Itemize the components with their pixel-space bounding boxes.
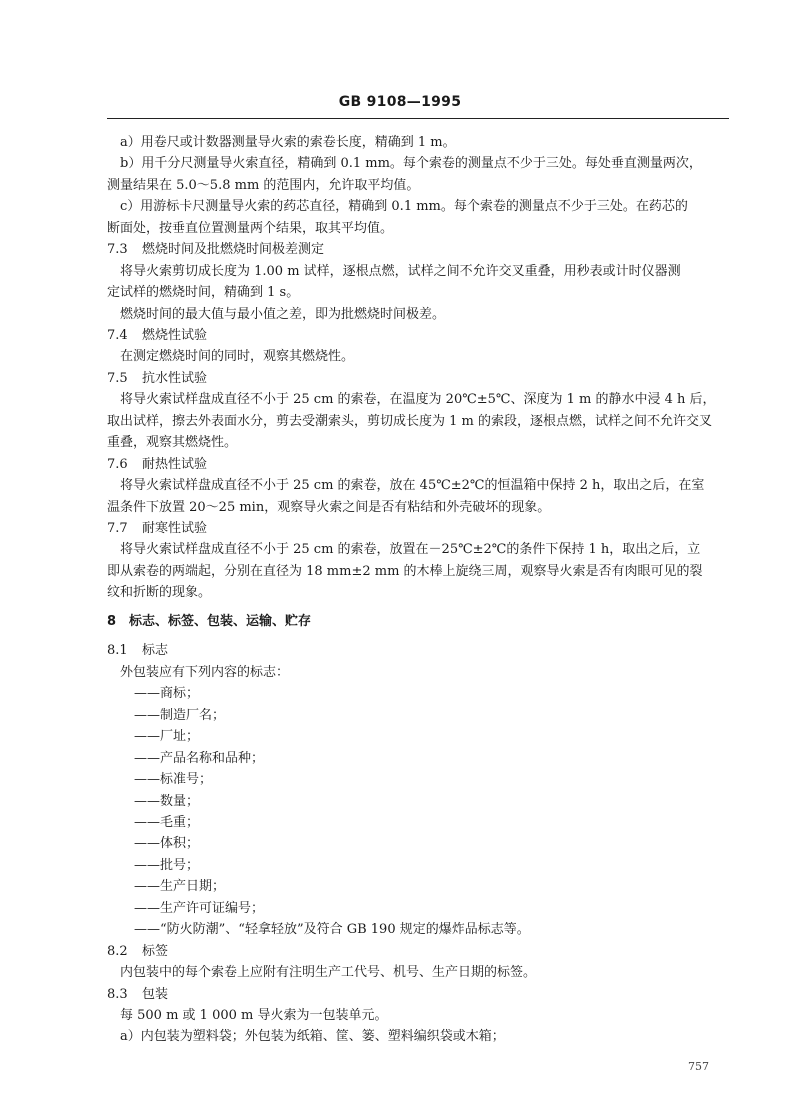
- paragraph-line: 定试样的燃烧时间，精确到 1 s。: [107, 285, 300, 300]
- section-heading-7-6: [107, 455, 207, 475]
- list-item: ——生产许可证编号；: [134, 901, 265, 916]
- list-item: ——数量；: [134, 794, 200, 809]
- section-number: 7.3: [107, 242, 128, 257]
- section-heading-8-2: [107, 942, 168, 962]
- list-item: ——毛重；: [134, 815, 200, 830]
- paragraph-line: 取出试样，擦去外表面水分，剪去受潮索头，剪切成长度为 1 m 的索段，逐根点燃，试样之间不允许交叉: [107, 414, 712, 429]
- paragraph-line: 外包装应有下列内容的标志：: [120, 665, 290, 680]
- paragraph-line: 将导火索试样盘成直径不小于 25 cm 的索卷，放在 45℃±2℃的恒温箱中保持 2 h，取出之后，在室: [120, 478, 705, 493]
- section-title: 燃烧性试验: [142, 328, 208, 343]
- list-item: ——生产日期；: [134, 879, 226, 894]
- section-heading-8: [107, 612, 311, 632]
- section-number: 7.4: [107, 328, 128, 343]
- section-title: 标签: [142, 944, 169, 959]
- section-number: 8: [107, 614, 117, 629]
- paragraph-line: 温条件下放置 20～25 min，观察导火索之间是否有粘结和外壳破坏的现象。: [107, 500, 551, 515]
- paragraph-line: 即从索卷的两端起，分别在直径为 18 mm±2 mm 的木棒上旋绕三周，观察导火索是否有肉眼可见的裂: [107, 564, 703, 579]
- section-title: 包装: [142, 987, 169, 1002]
- section-number: 7.5: [107, 371, 128, 386]
- paragraph-line: 将导火索试样盘成直径不小于 25 cm 的索卷，在温度为 20℃±5℃、深度为 1 m 的静水中浸 4 h 后，: [120, 392, 716, 407]
- section-title: 抗水性试验: [142, 371, 208, 386]
- paragraph-line: c）用游标卡尺测量导火索的药芯直径，精确到 0.1 mm。每个索卷的测量点不少于三处。在药芯的: [120, 199, 688, 214]
- list-item: ——体积；: [134, 836, 200, 851]
- paragraph-line: 测量结果在 5.0～5.8 mm 的范围内，允许取平均值。: [107, 178, 420, 193]
- paragraph-line: b）用千分尺测量导火索直径，精确到 0.1 mm。每个索卷的测量点不少于三处。每处垂直测量两次，: [120, 156, 702, 171]
- section-heading-7-3: [107, 240, 324, 260]
- header-rule: [107, 118, 729, 119]
- paragraph-line: a）内包装为塑料袋；外包装为纸箱、筐、篓、塑料编织袋或木箱；: [120, 1029, 505, 1044]
- paragraph-line: 纹和折断的现象。: [107, 585, 212, 600]
- section-heading-7-4: [107, 326, 207, 346]
- list-item: ——制造厂名；: [134, 708, 226, 723]
- section-number: 7.6: [107, 457, 128, 472]
- section-heading-8-1: [107, 641, 168, 661]
- paragraph-line: 断面处，按垂直位置测量两个结果，取其平均值。: [107, 221, 394, 236]
- section-number: 8.1: [107, 643, 128, 658]
- section-heading-7-5: [107, 369, 207, 389]
- section-number: 8.3: [107, 987, 128, 1002]
- section-heading-8-3: [107, 985, 168, 1005]
- section-heading-7-7: [107, 519, 207, 539]
- section-number: 8.2: [107, 944, 128, 959]
- paragraph-line: 内包装中的每个索卷上应附有注明生产工代号、机号、生产日期的标签。: [120, 965, 537, 980]
- paragraph-line: 每 500 m 或 1 000 m 导火索为一包装单元。: [120, 1008, 388, 1023]
- section-title: 耐热性试验: [142, 457, 208, 472]
- paragraph-line: 燃烧时间的最大值与最小值之差，即为批燃烧时间极差。: [120, 307, 446, 322]
- section-title: 标志、标签、包装、运输、贮存: [129, 614, 312, 629]
- list-item: ——厂址；: [134, 729, 200, 744]
- paragraph-line: a）用卷尺或计数器测量导火索的索卷长度，精确到 1 m。: [120, 135, 456, 150]
- section-number: 7.7: [107, 521, 128, 536]
- list-item: ——“防火防潮”、“轻拿轻放”及符合 GB 190 规定的爆炸品标志等。: [134, 922, 530, 937]
- page-number: 757: [688, 1060, 709, 1073]
- paragraph-line: 将导火索试样盘成直径不小于 25 cm 的索卷，放置在－25℃±2℃的条件下保持 1 h，取出之后，立: [120, 542, 701, 557]
- section-title: 标志: [142, 643, 169, 658]
- section-title: 耐寒性试验: [142, 521, 208, 536]
- list-item: ——标准号；: [134, 772, 213, 787]
- list-item: ——产品名称和品种；: [134, 751, 265, 766]
- paragraph-line: 重叠，观察其燃烧性。: [107, 435, 238, 450]
- standard-number-header: GB 9108—1995: [338, 94, 462, 110]
- list-item: ——批号；: [134, 858, 200, 873]
- section-title: 燃烧时间及批燃烧时间极差测定: [142, 242, 325, 257]
- paragraph-line: 在测定燃烧时间的同时，观察其燃烧性。: [120, 349, 355, 364]
- list-item: ——商标；: [134, 686, 200, 701]
- paragraph-line: 将导火索剪切成长度为 1.00 m 试样，逐根点燃，试样之间不允许交叉重叠，用秒表或计时仪器测: [120, 264, 681, 279]
